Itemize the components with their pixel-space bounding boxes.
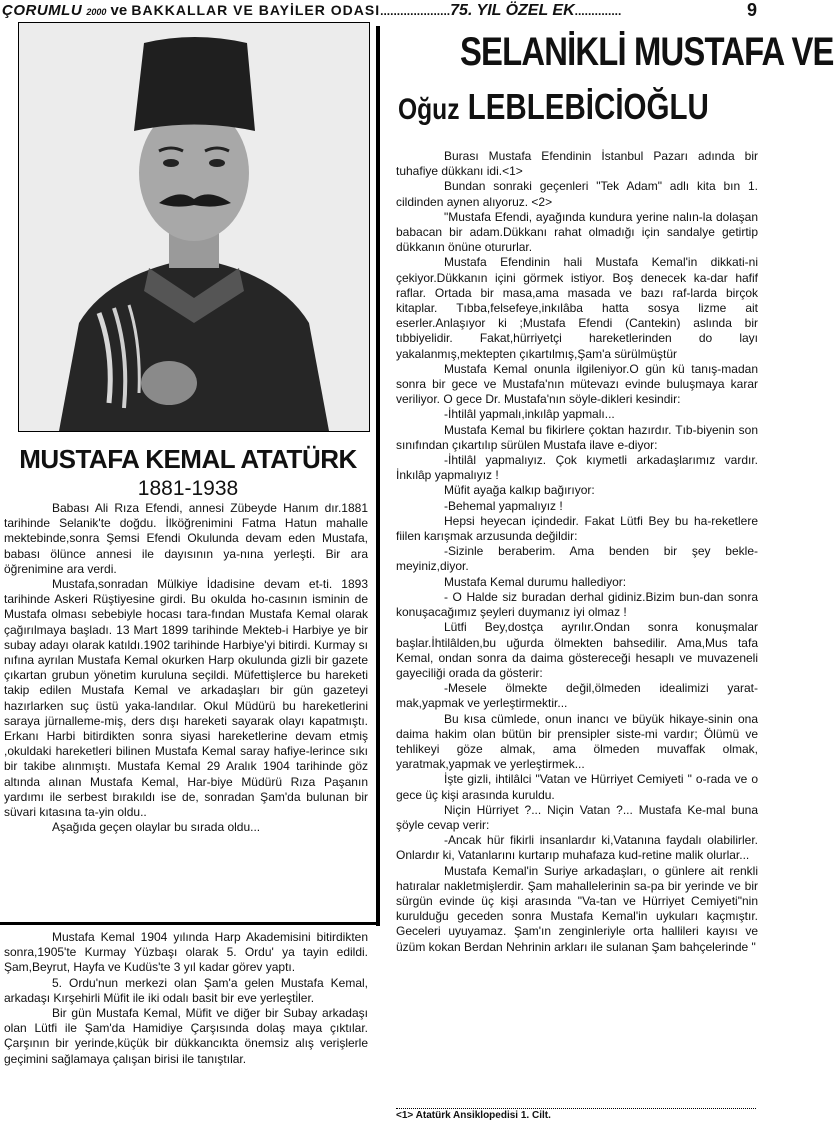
biography-column — [4, 501, 368, 835]
biography-paragraph: Mustafa,sonradan Mülkiye İdadisine devam et-ti. 1893 tarihinde Askeri Rüştiyesine girdi. Bu okulda ho-casının isminin de Mustafa olması sebebiyle hocası tara-fından Mustafa Kemal olarak çağırılmaya başladı. 13 Mart 1899 tarihinde Mekteb-i Harbiye ye bir subay adayı olarak katıldı.1902 tarihinde Harbiye'yi bitirdi. Kurmay sı nıfına ayrılan Mustafa Kemal okurken Harp okulunda gizli bir gazete çıkartan grubun yönetim kuruluna seçildi. Müfettişlerce bu hareketi takip edilen Mustafa Kemal ve arkadaşları bir gün gazeteyi hazırlarken suç üstü yaka-landılar. Okul Müdürü bu hareketlerini saraya jürnalleme-miş, ders dışı hareketi sayarak olayı kapatmıştı. Erkanı Harbi bitirdikten sonra siyasi hareketlerine devam etmiş ,okuldaki hareketleri bilinen Mustafa Kemal saray hafiye-lerince sıkı bir takibe alınmıştı. Mustafa Kemal 29 Aralık 1904 tarihinde göz altında alınan Mustafa Kemal, Har-biye Müdürü Rıza Paşanın yardımı ile serbest bırakıldı ise de, sonradan Şam'da bulunan bir süvari kıtasına ta-yin oldu.. — [4, 577, 368, 820]
biography-paragraph: Aşağıda geçen olaylar bu sırada oldu... — [52, 820, 261, 835]
continuation-paragraph: Mustafa Kemal 1904 yılında Harp Akademisini bitirdikten sonra,1905'te Kurmay Yüzbaşı olarak 5. Ordu' ya tayin edildi. Şam,Beyrut, Hayfa ve Kudüs'te 3 yıl kadar görev yaptı. — [4, 930, 368, 975]
article-paragraph: Hepsi heyecan içindedir. Fakat Lütfi Bey bu ha-reketlere fiilen karışmak arzusunda değildir: — [396, 513, 758, 544]
header-connector: ve — [110, 2, 128, 19]
page-number: 9 — [746, 0, 757, 20]
continuation-paragraph: 5. Ordu'nun merkezi olan Şam'a gelen Mustafa Kemal, arkadaşı Kırşehirli Müfit ile iki odalı basit bir eve yerleşti̇ler. — [4, 975, 368, 1005]
publication-year: 2000 — [86, 7, 107, 17]
portrait-photo — [18, 22, 370, 432]
section-title: BAKKALLAR VE BAYİLER ODASI — [131, 2, 381, 18]
article-paragraph: -Mesele ölmekte değil,ölmeden idealimizi yarat-mak,yapmak ve yerleştirmektir... — [396, 681, 758, 711]
column-divider-horizontal — [0, 922, 380, 925]
article-paragraph: Müfit ayağa kalkıp bağırıyor: — [444, 483, 595, 498]
article-continuation-column — [4, 930, 368, 1067]
article-paragraph: Burası Mustafa Efendinin İstanbul Pazarı adında bir tuhafiye dükkanı idi.<1> — [396, 149, 758, 179]
continuation-paragraph: Bir gün Mustafa Kemal, Müfit ve diğer bir Subay arkadaşı olan Lütfi ile Şam'da Hamidiye Çarşısında dolaş maya çıktılar. Çarşının bir yerinde,küçük bir dükkancıkta önemsiz alış verişlerle geçimini sağlamaya çalışan birisi ile tanıştılar. — [4, 1006, 368, 1066]
article-paragraph: -İhtilâl yapmalıyız. Çok kıymetli arkadaşlarımız vardır. İnkılâp yapmalıyız ! — [396, 453, 758, 483]
article-paragraph: Niçin Hürriyet ?... Niçin Vatan ?... Mustafa Ke-mal buna şöyle cevap verir: — [396, 802, 758, 832]
author-first-name: Oğuz — [398, 93, 460, 126]
article-paragraph: -İhtilâl yapmalı,inkılâp yapmalı... — [444, 407, 615, 422]
column-divider-vertical — [376, 26, 380, 926]
article-paragraph: Mustafa Kemal durumu hallediyor: — [444, 574, 627, 589]
article-paragraph: -Sizinle beraberim. Ama benden bir şey bekle-meyiniz,diyor. — [396, 544, 758, 574]
article-paragraph: İşte gizli, ihtilâlci "Vatan ve Hürriyet Cemiyeti " o-rada ve o gece üç kişi arasında kuruldu. — [396, 772, 758, 802]
article-paragraph: Bundan sonraki geçenleri "Tek Adam" adlı kita bın 1. cildinden aynen alıyoruz. <2> — [396, 179, 758, 209]
article-author — [398, 86, 709, 128]
biography-paragraph: Babası Ali Rıza Efendi, annesi Zübeyde Hanım dır.1881 tarihinde Selanik'te doğdu. İlköğrenimini Fatma Hatun mahalle mektebinde,sonra Şemsi Efendi Okulunda devam eden Mustafa, babası ölünce annesi ile dayısının ya-nına yerleşti. Bir ara öğrenimine ara verdi. — [4, 501, 368, 576]
article-paragraph: -Behemal yapmalıyız ! — [444, 498, 563, 513]
article-paragraph: -Ancak hür fikirli insanlardır ki,Vatanına faydalı olabilirler. Onlardır ki, Vatanlarını kurtarıp muhafaza kud-retine malik olurlar... — [396, 833, 758, 863]
footnote: <1> Atatürk Ansiklopedisi 1. Cilt. — [396, 1110, 551, 1121]
article-paragraph: "Mustafa Efendi, ayağında kundura yerine nalın-la dolaşan babacan bir adam.Dükkanı rahat olmadığı için sandalye getirtip dükkanın önüne otururlar. — [396, 209, 758, 255]
special-edition-label: 75. YIL ÖZEL EK — [450, 2, 575, 19]
article-body-column — [396, 149, 758, 955]
publication-name: ÇORUMLU — [2, 2, 83, 19]
header-dots-2: .............. — [574, 4, 622, 18]
article-paragraph: Lütfi Bey,dostça ayrılır.Ondan sonra konuşmalar başlar.İhtilâlden,bu uğurda ölmekten bahsedilir. Ama,Mus tafa Kemal, ondan sonra da daima göstereceği hesaplı ve muvazeneli gayeciliği orada da gösterir: — [396, 620, 758, 680]
portrait-caption-name: MUSTAFA KEMAL ATATÜRK — [19, 444, 357, 474]
article-paragraph: - O Halde siz buradan derhal gidiniz.Bizim bun-dan sonra konuşacağımız şeyleri duymanız iyi olmaz ! — [396, 589, 758, 620]
article-paragraph: Bu kısa cümlede, onun inancı ve büyük hikaye-sinin ona daima hakim olan bütün bir prensipler siste-mi vardır; Ölümü ve tehlikeyi göze almak, ama ölmeden muvaffak olmak, yaratmak,yapmak ve yerleştirmek... — [396, 711, 758, 772]
header-dots-1: ..................... — [380, 4, 451, 18]
article-paragraph: Mustafa Kemal onunla ilgileniyor.O gün kü tanış-madan sonra bir gece ve Mustafa'nın mütevazı evinde buluşmaya karar veriliyor. O gece Dr. Mustafa'nın söyle-dikleri kesindir: — [396, 361, 758, 407]
footnote-separator — [396, 1108, 756, 1109]
article-paragraph: Mustafa Kemal'in Suriye arkadaşları, o günlere ait renkli hatıralar nakletmişlerdir. Şam mahallelerinin sa-pa bir yerinde ve bir sürgün evinde üç kişi arasında "Va-tan ve Hürriyet Cemiyeti"nin kurulduğu geceden sonra Mustafa Kemal'in uykuları kaçmıştır. Geceleri uyuyamaz. Şam'ın zenginleriyle orta hallileri kayısı ve üzüm kokan Berdan Nehrinin arkları ile sulanan Şam bahçelerinde " — [396, 863, 758, 954]
article-paragraph: Mustafa Kemal bu fikirlere çoktan hazırdır. Tıb-biyenin son sınıfından çıkartılıp sürülen Mustafa ilave e-diyor: — [396, 422, 758, 452]
article-paragraph: Mustafa Efendinin hali Mustafa Kemal'in dikkati-ni çekiyor.Dükkanın içini görmek istiyor. Boş denecek ka-dar hafif raflar. Ortada bir masa,ama masada ve bazı raf-larda birçok kitaplar. Tıbba,felsefeye,inkılâba hatta sosya lizme ait eserler.Anlaşıyor ki ;Mustafa Efendi (Cantekin) aslında bir tıbbiyelidir. Fakat,hürriyetçi hareketlerinden do layı yakalanmış,mektepten çıkartılmış,Şam'a sürülmüştür — [396, 255, 758, 361]
portrait-caption-years: 1881-1938 — [137, 477, 239, 500]
portrait-illustration — [19, 23, 369, 431]
author-last-name: LEBLEBİCİOĞLU — [467, 86, 709, 127]
article-title: SELANİKLİ MUSTAFA VE — [460, 30, 834, 74]
page-header — [2, 0, 759, 20]
